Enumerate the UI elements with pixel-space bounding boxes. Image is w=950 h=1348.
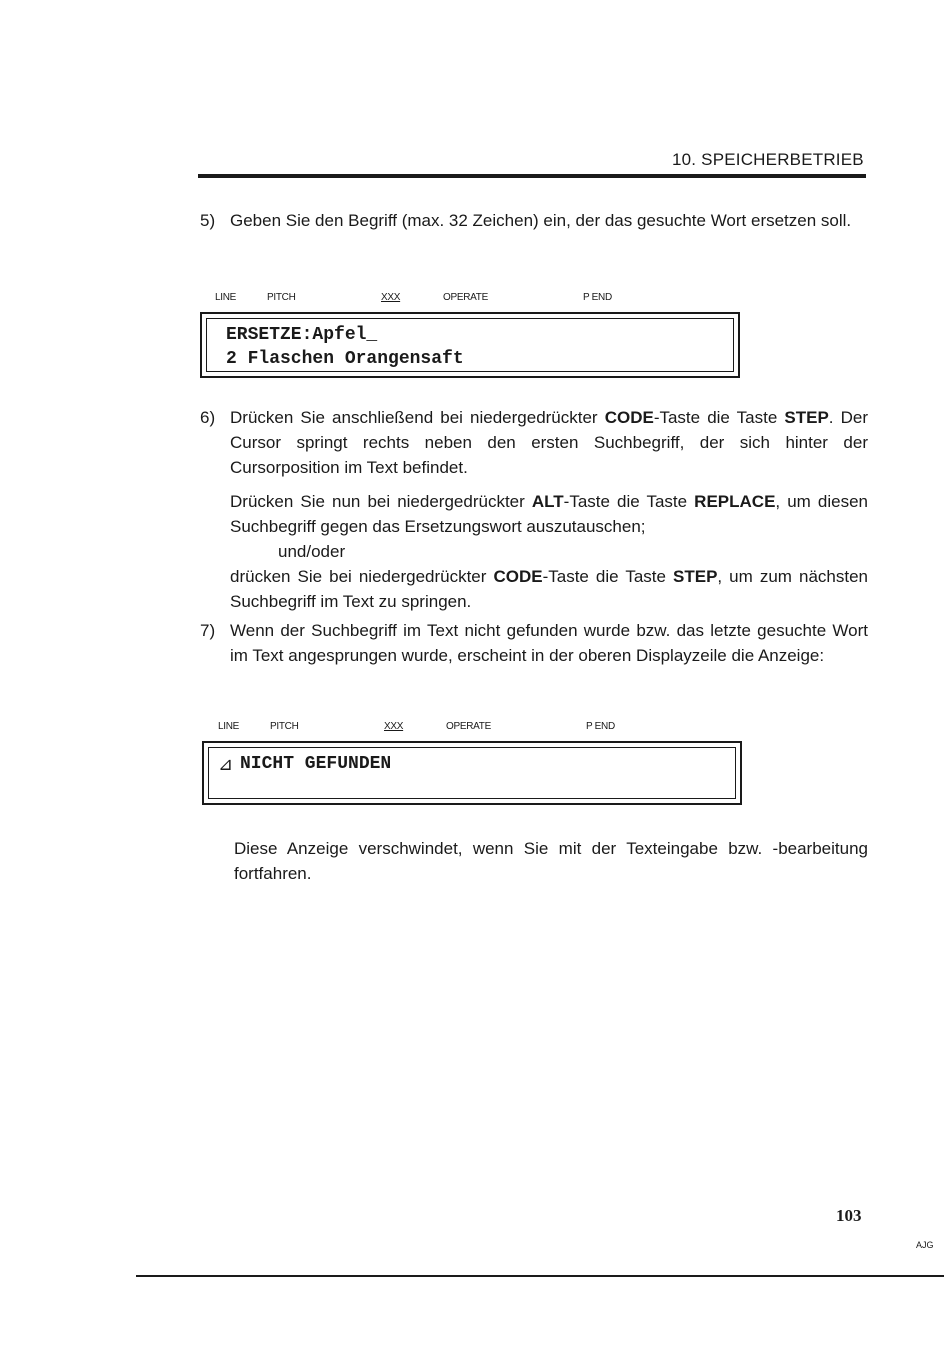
closing-text: Diese Anzeige verschwindet, wenn Sie mit der Texteingabe bzw. -bearbeitung fortfahren. [234, 839, 868, 883]
step-number: 6) [200, 408, 216, 427]
status-pend-label: P END [583, 292, 612, 303]
key-replace: REPLACE [694, 492, 776, 511]
lcd-line-1: NICHT GEFUNDEN [240, 754, 392, 774]
page-number: 103 [836, 1206, 862, 1225]
step-text: Geben Sie den Begriff (max. 32 Zeichen) ein, der das gesuchte Wort ersetzen soll. [230, 211, 852, 230]
key-code: CODE [493, 567, 543, 586]
lcd-line-1: ERSETZE:Apfel_ [226, 325, 378, 345]
closing-paragraph [234, 836, 868, 886]
status-pitch-label: PITCH [270, 721, 299, 732]
step-number: 7) [200, 621, 216, 640]
lcd-line-2: 2 Flaschen Orangensaft [226, 349, 464, 369]
step-6-paragraph-1: Drücken Sie anschließend bei niedergedrückter CODE-Taste die Taste STEP. Der Cursor springt rechts neben den ersten Suchbegriff, der sich hinter der Cursorposition im Text befindet. [230, 408, 868, 477]
key-alt: ALT [531, 492, 564, 511]
step-6-paragraph-2: Drücken Sie nun bei niedergedrückter ALT-Taste die Taste REPLACE, um diesen Suchbegriff gegen das Ersetzungswort auszutauschen; [230, 492, 868, 536]
status-pend-label: P END [586, 721, 615, 732]
status-line-label: LINE [215, 292, 237, 303]
footer-rule [136, 1275, 944, 1277]
status-xxx-label: XXX [381, 292, 401, 303]
key-code: CODE [604, 408, 654, 427]
lcd-display-not-found [202, 741, 742, 805]
status-pitch-label: PITCH [267, 292, 296, 303]
document-code: AJG [916, 1240, 934, 1250]
and-or-label: und/oder [278, 542, 346, 561]
key-step: STEP [784, 408, 829, 427]
step-6-paragraph-3: drücken Sie bei niedergedrückter CODE-Taste die Taste STEP, um zum nächsten Suchbegriff im Text zu springen. [230, 567, 868, 611]
step-text: Wenn der Suchbegriff im Text nicht gefunden wurde bzw. das letzte gesuchte Wort im Text angesprungen wurde, erscheint in der oberen Displayzeile die Anzeige: [230, 621, 868, 665]
step-5 [200, 208, 868, 233]
chapter-header: 10. SPEICHERBETRIEB [672, 150, 864, 169]
key-step: STEP [673, 567, 718, 586]
header-rule [198, 174, 866, 178]
step-6 [200, 405, 868, 614]
status-xxx-label: XXX [384, 721, 404, 732]
step-7 [200, 618, 868, 668]
status-operate-label: OPERATE [446, 721, 491, 732]
warning-triangle-icon: ⊿ [218, 756, 234, 776]
lcd-display-replace [200, 312, 740, 378]
status-operate-label: OPERATE [443, 292, 488, 303]
step-number: 5) [200, 211, 216, 230]
status-line-label: LINE [218, 721, 240, 732]
